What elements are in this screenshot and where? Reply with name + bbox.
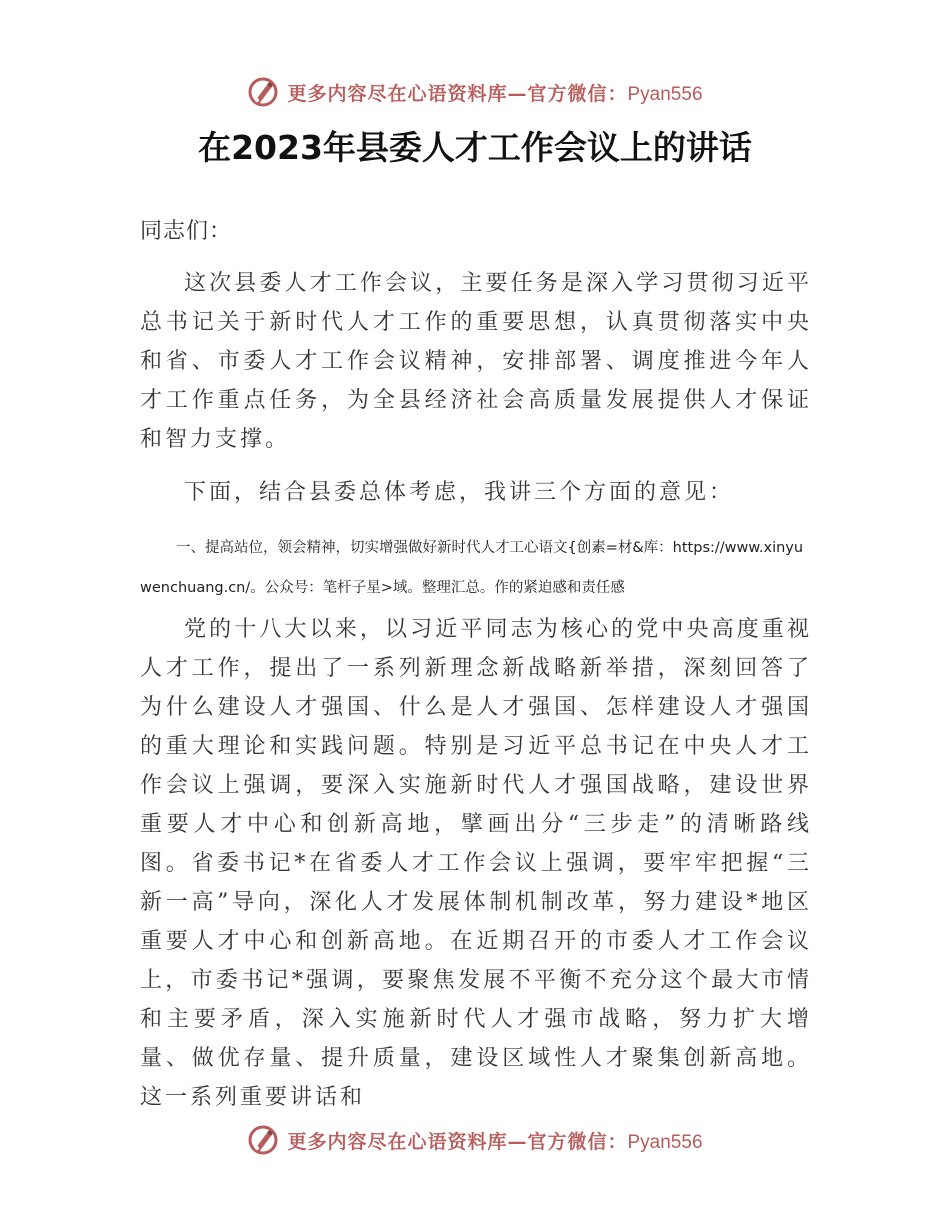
banner-label: 更多内容尽在心语资料库—官方微信： [287,1130,628,1153]
banner-label: 更多内容尽在心语资料库—官方微信： [287,82,628,105]
paragraph-intro: 这次县委人才工作会议，主要任务是深入学习贯彻习近平总书记关于新时代人才工作的重要思想，认真贯彻落实中央和省、市委人才工作会议精神，安排部署、调度推进今年人才工作重点任务，为全县经济社会高质量发展提供人才保证和智力支撑。 [140,271,812,452]
banner-text [287,79,702,106]
footer-banner [0,1120,950,1160]
pen-logo-icon [247,76,279,108]
document-title: 在2023年县委人才工作会议上的讲话 [198,128,752,167]
paragraph-body: 党的十八大以来，以习近平同志为核心的党中央高度重视人才工作，提出了一系列新理念新战略新举措，深刻回答了为什么建设人才强国、什么是人才强国、怎样建设人才强国的重大理论和实践问题。特别是习近平总书记在中央人才工作会议上强调，要深入实施新时代人才强国战略，建设世界重要人才中心和创新高地，擘画出分“三步走”的清晰路线图。省委书记*在省委人才工作会议上强调，要牢牢把握“三新一高”导向，深化人才发展体制机制改革，努力建设*地区重要人才中心和创新高地。在近期召开的市委人才工作会议上，市委书记*强调，要聚焦发展不平衡不充分这个最大市情和主要矛盾，深入实施新时代人才强市战略，努力扩大增量、做优存量、提升质量，建设区域性人才聚集创新高地。这一系列重要讲话和 [140,617,812,1110]
banner-text [287,1127,702,1154]
section-heading: 一、提高站位，领会精神，切实增强做好新时代人才工心语文{创素=材&库：https://www.xinyuwenchuang.cn/。公众号：笔杆子星>域。整理汇总。作的紧迫感和责任感 [140,540,804,596]
wechat-id: Pyan556 [627,83,703,105]
wechat-id: Pyan556 [627,1131,703,1153]
salutation: 同志们： [140,219,233,244]
document-body [140,212,812,1117]
pen-logo-icon [247,1124,279,1156]
paragraph-overview: 下面，结合县委总体考虑，我讲三个方面的意见： [184,480,735,505]
header-banner [0,72,950,112]
